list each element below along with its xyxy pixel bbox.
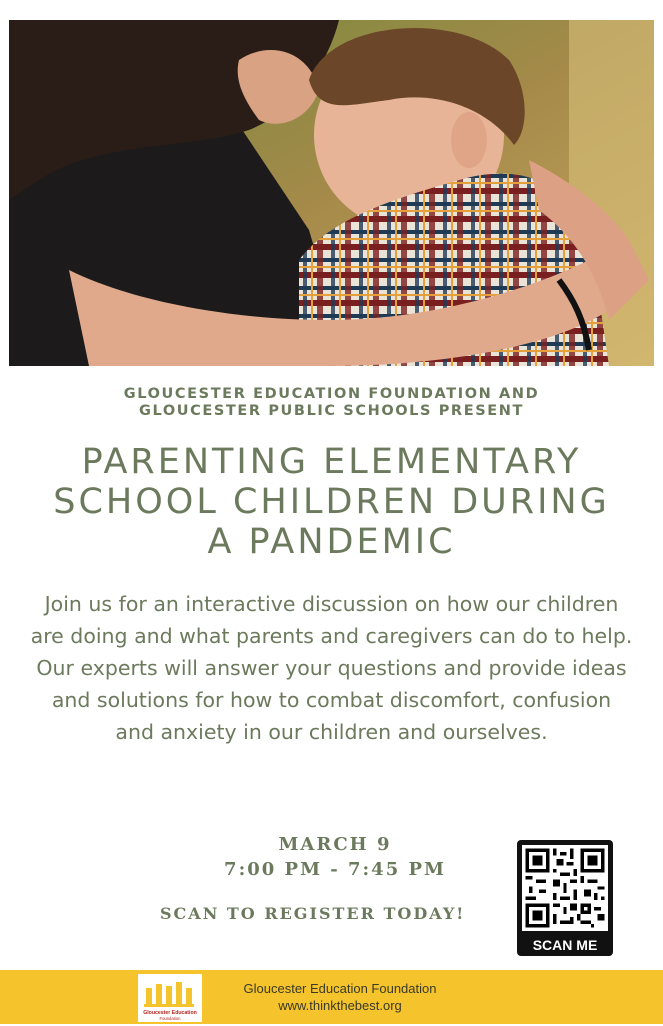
qr-code-icon <box>522 845 608 931</box>
event-details <box>160 832 510 882</box>
qr-code-badge[interactable] <box>517 840 613 956</box>
hero-photo <box>9 20 654 366</box>
title-line-3: A PANDEMIC <box>207 522 456 562</box>
qr-code[interactable] <box>522 845 608 931</box>
title-line-2: SCHOOL CHILDREN DURING <box>53 482 610 522</box>
event-description <box>30 588 633 748</box>
register-cta: SCAN TO REGISTER TODAY! <box>160 904 466 923</box>
footer-contact <box>180 980 500 1014</box>
description-paragraph-2: Our experts will answer your questions and provide ideas and solutions for how to combat discomfort, confusion and anxiety in our children and ourselves. <box>36 656 627 744</box>
event-date: MARCH 9 <box>278 834 392 855</box>
logo-text: Gloucester Education <box>143 1010 197 1016</box>
footer-bar <box>0 970 663 1024</box>
hero-photo-illustration <box>9 20 654 366</box>
footer-org-name: Gloucester Education Foundation <box>243 981 437 996</box>
event-title <box>0 442 663 562</box>
title-line-1: PARENTING ELEMENTARY <box>81 442 582 482</box>
footer-website-link[interactable]: www.thinkthebest.org <box>278 998 402 1013</box>
presenters-line-1: GLOUCESTER EDUCATION FOUNDATION AND <box>123 386 540 402</box>
event-time: 7:00 PM - 7:45 PM <box>224 859 446 880</box>
scan-me-label: SCAN ME <box>532 937 598 953</box>
presenters-line-2: GLOUCESTER PUBLIC SCHOOLS PRESENT <box>139 403 524 419</box>
description-paragraph-1: Join us for an interactive discussion on how our children are doing and what parents and caregivers can do to help. <box>30 592 633 648</box>
presenters-heading <box>0 386 663 420</box>
svg-text:Foundation: Foundation <box>159 1016 181 1021</box>
